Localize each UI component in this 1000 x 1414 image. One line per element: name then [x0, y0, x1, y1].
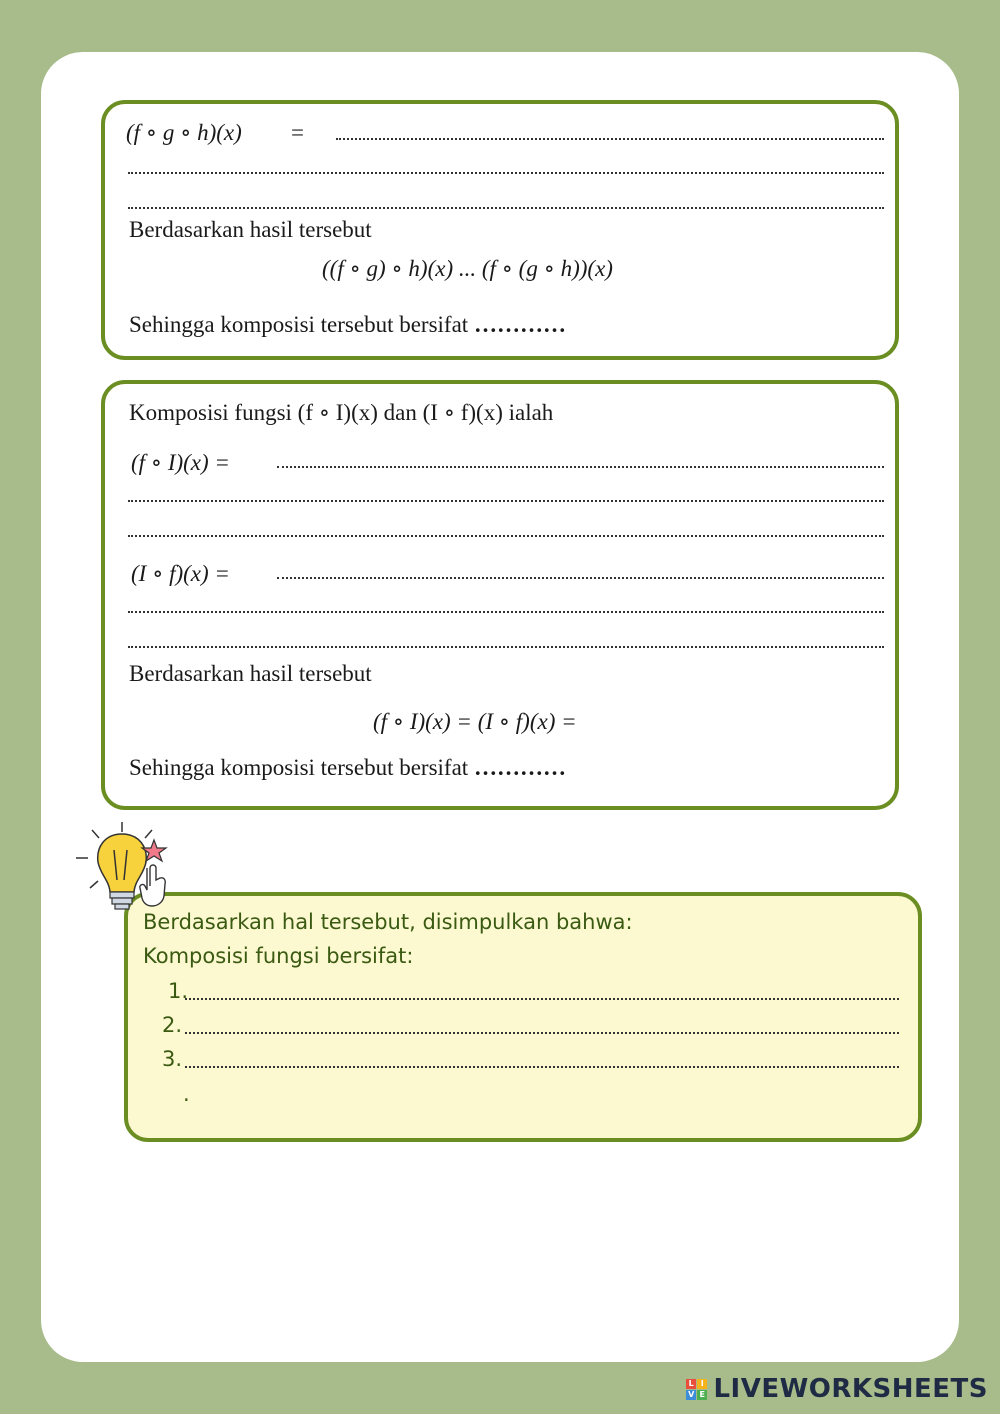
logo-letter: L — [686, 1379, 696, 1389]
list-item-number: 3. — [162, 1047, 183, 1071]
conclusion-label: Sehingga komposisi tersebut bersifat — [129, 312, 469, 337]
based-on-text: Berdasarkan hasil tersebut — [129, 661, 372, 686]
identity-intro: Komposisi fungsi (f ∘ I)(x) dan (I ∘ f)(x) ialah — [129, 400, 554, 425]
trailing-dot: . — [183, 1082, 190, 1106]
logo-letter: E — [697, 1390, 707, 1400]
answer-line[interactable] — [277, 466, 884, 468]
comparison-expression: ((f ∘ g) ∘ h)(x) ... (f ∘ (g ∘ h))(x) — [322, 256, 613, 281]
answer-line[interactable] — [128, 500, 884, 502]
identity-compose-f: (I ∘ f)(x) = — [131, 561, 230, 586]
answer-line[interactable] — [128, 535, 884, 537]
liveworksheets-logo-icon — [686, 1379, 707, 1400]
comparison-expression: (f ∘ I)(x) = (I ∘ f)(x) = — [373, 709, 577, 734]
conclusion-label: Sehingga komposisi tersebut bersifat — [129, 755, 469, 780]
summary-subtitle: Komposisi fungsi bersifat: — [143, 944, 414, 968]
conclusion-blank[interactable]: ………… — [473, 755, 566, 780]
answer-line[interactable] — [185, 998, 899, 1000]
answer-line[interactable] — [277, 577, 884, 579]
answer-line[interactable] — [128, 172, 884, 174]
answer-line[interactable] — [128, 611, 884, 613]
based-on-text: Berdasarkan hasil tersebut — [129, 217, 372, 242]
list-item-number: 2. — [162, 1013, 183, 1037]
logo-letter: I — [697, 1379, 707, 1389]
f-compose-identity: (f ∘ I)(x) = — [131, 450, 230, 475]
answer-line[interactable] — [185, 1066, 899, 1068]
identity-section — [101, 380, 899, 810]
answer-line[interactable] — [185, 1032, 899, 1034]
summary-intro: Berdasarkan hal tersebut, disimpulkan bahwa: — [143, 910, 633, 934]
conclusion-blank[interactable]: ………… — [473, 312, 566, 337]
brand-name: LIVEWORKSHEETS — [713, 1374, 988, 1404]
answer-line[interactable] — [128, 646, 884, 648]
composition-expression: (f ∘ g ∘ h)(x) — [126, 120, 242, 145]
answer-line[interactable] — [336, 138, 884, 140]
lightbulb-icon — [72, 820, 182, 920]
conclusion-text — [129, 312, 566, 338]
equals-sign: = — [291, 120, 304, 145]
conclusion-text — [129, 755, 566, 781]
liveworksheets-brand — [686, 1373, 988, 1405]
answer-line[interactable] — [128, 207, 884, 209]
logo-letter: V — [688, 1389, 695, 1399]
list-item-number: 1. — [168, 979, 189, 1003]
